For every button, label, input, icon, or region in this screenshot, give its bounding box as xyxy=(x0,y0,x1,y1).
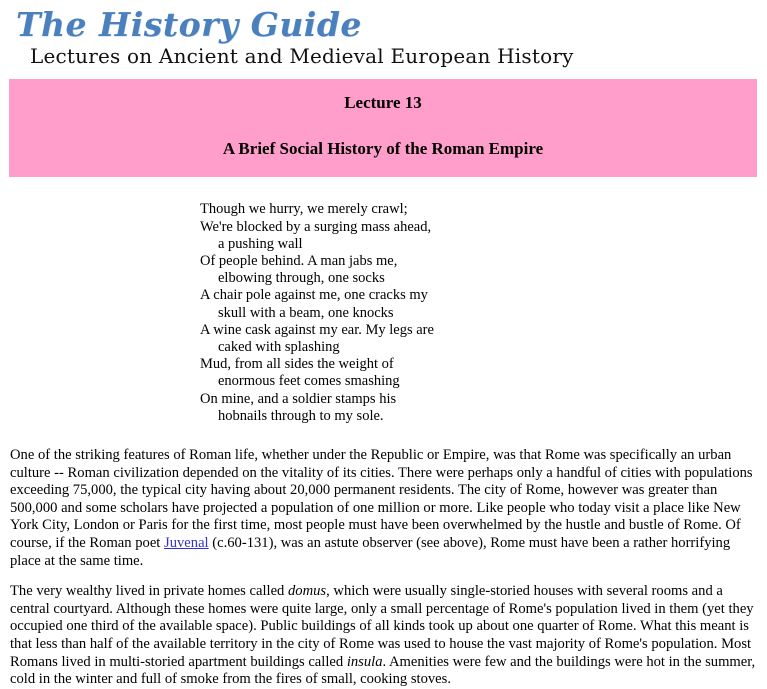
poem-line: Mud, from all sides the weight of xyxy=(200,356,394,373)
paragraph-text: The very wealthy lived in private homes called xyxy=(10,583,288,600)
term-domus: domus xyxy=(288,583,327,600)
lecture-title-banner xyxy=(9,79,757,178)
site-logo: The History Guide xyxy=(16,5,362,44)
lecture-body xyxy=(10,447,758,689)
paragraph-text: . Amenities were few and the buildings were hot in the summer, cold in the winter and full of smoke from the fires of small, cooking stoves. xyxy=(10,653,756,688)
term-insula: insula xyxy=(346,653,383,670)
lecture-number: Lecture 13 xyxy=(344,92,422,112)
poem-line: enormous feet comes smashing xyxy=(218,373,400,390)
poem-line: a pushing wall xyxy=(218,235,303,252)
poem-line: caked with splashing xyxy=(218,339,340,356)
paragraph-text: (c.60-131), was an astute observer (see above), Rome must have been a rather horrifying place at the same time. xyxy=(10,535,731,569)
lecture-title: A Brief Social History of the Roman Empire xyxy=(222,139,544,159)
site-masthead xyxy=(0,0,767,67)
paragraph-text: , which were usually single-storied houses with several rooms and a central courtyard. Although these homes were quite large, only a small percentage of Rome's population lived in them (yet they occupied one third of the available space). Public buildings of all kinds took up about one quarter of Rome. What this meant is that less than half of the available territory in the city of Rome was used to house the vast majority of Rome's population. Most Romans lived in multi-storied apartment buildings called xyxy=(10,583,754,670)
poem-line: On mine, and a soldier stamps his xyxy=(200,390,397,407)
poem-line: skull with a beam, one knocks xyxy=(218,304,394,321)
poem-line: A chair pole against me, one cracks my xyxy=(200,287,428,304)
site-tagline: Lectures on Ancient and Medieval European History xyxy=(30,43,574,68)
paragraph-urban-culture xyxy=(10,447,758,570)
juvenal-link[interactable]: Juvenal xyxy=(164,535,209,552)
paragraph-text: One of the striking features of Roman life, whether under the Republic or Empire, was that Rome was specifically an urban culture -- Roman civilization depended on the vitality of its cities. There were perhaps only a handful of cities with populations exceeding 75,000, the typical city having about 20,000 permanent residents. The city of Rome, however was greater than 500,000 and some scholars have projected a population of one million or more. Like people who today visit a place like New York City, London or Paris for the first time, most people must have been overwhelmed by the hustle and bustle of Rome. Of course, if the Roman poet xyxy=(10,447,753,552)
poem-line: hobnails through to my sole. xyxy=(218,407,384,424)
poem-line: Of people behind. A man jabs me, xyxy=(200,253,398,270)
poem-line: A wine cask against my ear. My legs are xyxy=(200,321,434,338)
poem-line: elbowing through, one socks xyxy=(218,270,385,287)
poem-quotation xyxy=(200,201,767,425)
poem-line: Though we hurry, we merely crawl; xyxy=(200,201,408,218)
paragraph-housing xyxy=(10,583,758,689)
poem-line: We're blocked by a surging mass ahead, xyxy=(200,218,432,235)
